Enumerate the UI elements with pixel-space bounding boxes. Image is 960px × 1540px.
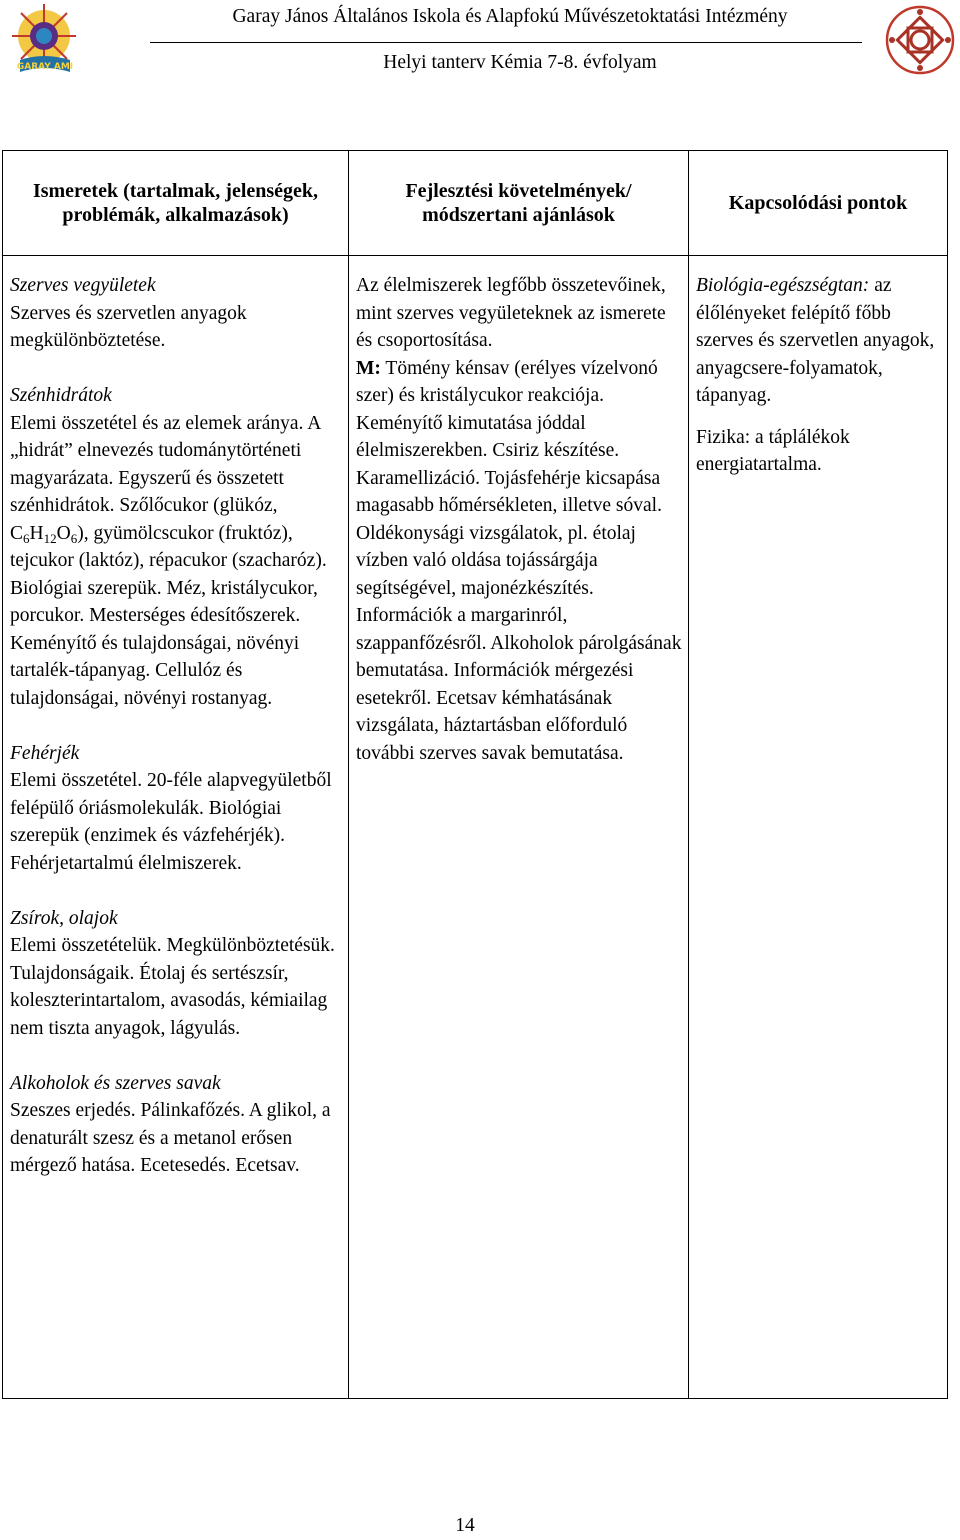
topic-body: Elemi összetétel és az elemek aránya. A „hidrát” elnevezés tudománytörténeti magyarázata. Egyszerű és összetett szénhidrátok. Szőlőcukor (glükóz, $C_6H_{12}O_6$), gyümölcscukor (fruktóz), tejcukor (laktóz), répacukor (szacharóz). Biológiai szerepük. Méz, kristálycukor, porcukor. Mesterséges édesítőszerek. Keményítő és tulajdonságai, növényi tartalék-tápanyag. Cellulóz és tulajdonságai, növényi rostanyag. bbox=[10, 412, 327, 709]
decorative-knot-logo-icon bbox=[884, 4, 956, 76]
header-connections: Kapcsolódási pontok bbox=[689, 151, 948, 256]
glucose-formula: $C_6H_{12}O_6$ bbox=[10, 522, 78, 546]
topic-body: Szeszes erjedés. Pálinkafőzés. A glikol, a denaturált szesz és a metanol erősen mérgező hatása. Ecetesedés. Ecetsav. bbox=[10, 1100, 331, 1176]
header-requirements: Fejlesztési követelmények/ módszertani ajánlások bbox=[349, 151, 689, 256]
topic-proteins bbox=[10, 740, 342, 878]
topic-carbohydrates bbox=[10, 382, 342, 712]
page-number: 14 bbox=[455, 1515, 475, 1536]
connections-cell bbox=[689, 256, 948, 1399]
biology-label: Biológia-egészségtan: bbox=[696, 275, 870, 296]
topic-body: Szerves és szervetlen anyagok megkülönböztetése. bbox=[10, 302, 247, 351]
topic-title: Fehérjék bbox=[10, 742, 80, 764]
topic-body: Elemi összetétel. 20-féle alapvegyületből felépülő óriásmolekulák. Biológiai szerepük (enzimek és vázfehérjék). Fehérjetartalmú élelmiszerek. bbox=[10, 770, 332, 874]
physics-connection: Fizika: a táplálékok energiatartalma. bbox=[696, 426, 850, 475]
table-row bbox=[3, 256, 948, 1399]
svg-text:GARAY AMI: GARAY AMI bbox=[16, 62, 74, 72]
topic-fats-oils bbox=[10, 905, 342, 1043]
topic-alcohols-acids bbox=[10, 1070, 342, 1180]
biology-connection: Biológia-egészségtan: az élőlényeket felépítő főbb szerves és szervetlen anyagok, anyagcsere-folyamatok, tápanyag. bbox=[696, 275, 935, 406]
topic-body: Elemi összetételük. Megkülönböztetésük. Tulajdonságaik. Étolaj és sertészsír, koleszterintartalom, avasodás, kémiailag nem tiszta anyagok, lágyulás. bbox=[10, 935, 335, 1039]
methods-text: M: Tömény kénsav (erélyes vízelvonó szer) és kristálycukor reakciója. Keményítő kimutatása jóddal élelmiszerekben. Csiriz készítése. Karamellizáció. Tojásfehérje kicsapása magasabb hőmérsékleten, illetve sóval. Oldékonysági vizsgálatok, pl. étolaj vízben való oldása tojássárgája segítségével, majonézkészítés. Információk a margarinról, szappanfőzésről. Alkoholok párolgásának bemutatása. Információk mérgezési esetekről. Ecetsav kémhatásának vizsgálata, háztartásban előforduló további szerves savak bemutatása. bbox=[356, 357, 682, 764]
header-knowledge: Ismeretek (tartalmak, jelenségek, problémák, alkalmazások) bbox=[3, 151, 349, 256]
school-logo-icon bbox=[6, 2, 82, 78]
table-header-row bbox=[3, 151, 948, 256]
page-header bbox=[0, 0, 960, 90]
knowledge-cell bbox=[3, 256, 349, 1399]
methods-label: M: bbox=[356, 357, 381, 379]
topic-title: Alkoholok és szerves savak bbox=[10, 1072, 221, 1094]
requirements-intro: Az élelmiszerek legfőbb összetevőinek, mint szerves vegyületeknek az ismerete és csoportosítása. bbox=[356, 275, 666, 351]
header-divider bbox=[150, 42, 862, 43]
topic-title: Zsírok, olajok bbox=[10, 907, 118, 929]
school-name: Garay János Általános Iskola és Alapfokú Művészetoktatási Intézmény bbox=[232, 6, 788, 27]
curriculum-subtitle: Helyi tanterv Kémia 7-8. évfolyam bbox=[383, 52, 657, 73]
requirements-cell bbox=[349, 256, 689, 1399]
topic-title: Szénhidrátok bbox=[10, 385, 112, 406]
topic-organic-compounds bbox=[10, 272, 342, 355]
curriculum-table bbox=[2, 150, 948, 1399]
topic-title: Szerves vegyületek bbox=[10, 275, 156, 296]
